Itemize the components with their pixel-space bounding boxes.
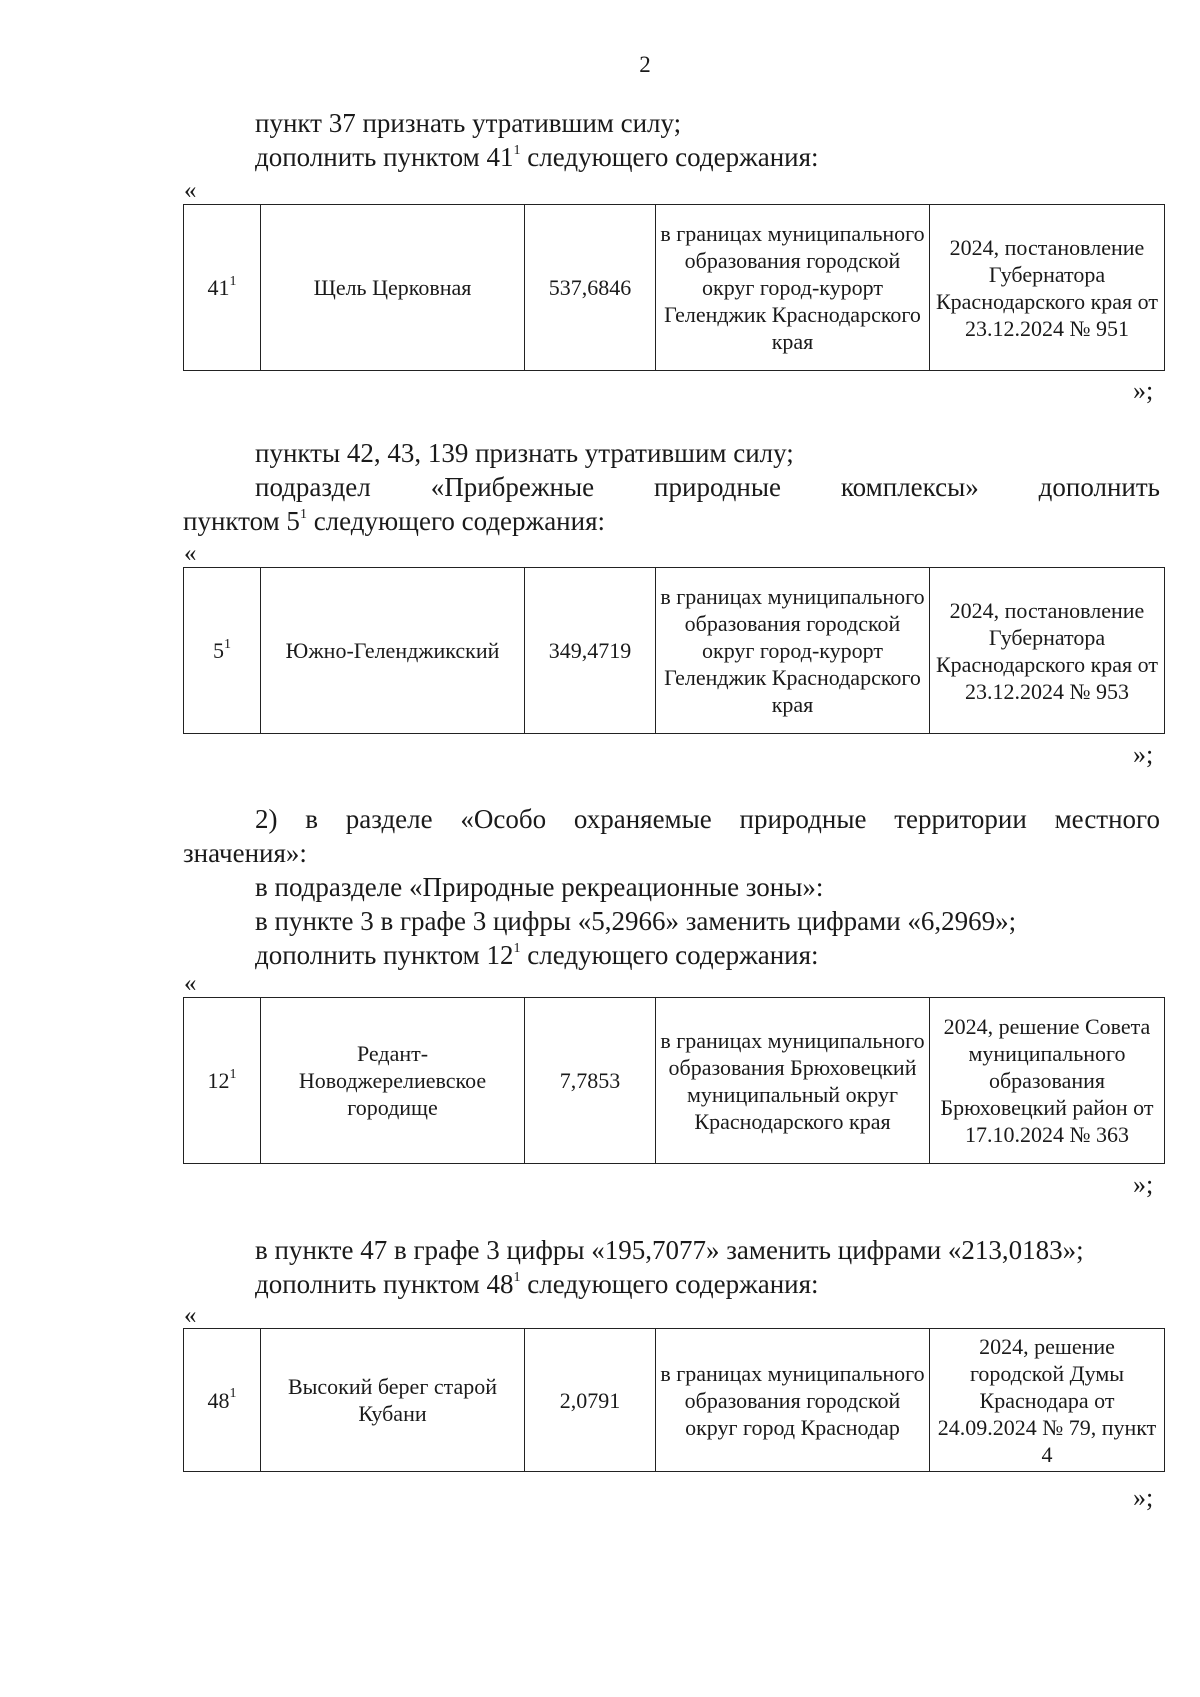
quote-close: »; <box>1133 1483 1154 1512</box>
table-item-12-1 <box>183 997 1165 1164</box>
cell-document: 2024, постановление Губернатора Краснодарского края от 23.12.2024 № 951 <box>930 205 1165 371</box>
page-number: 2 <box>639 52 651 77</box>
cell-name: Высокий берег старой Кубани <box>261 1329 525 1472</box>
table-row <box>184 1329 1165 1472</box>
cell-number: $48^1$ <box>184 1329 261 1472</box>
table-row <box>184 568 1165 734</box>
table-item-5-1 <box>183 567 1165 734</box>
paragraph-line: дополнить пунктом $48^1$ следующего содержания: <box>255 1269 819 1299</box>
cell-location: в границах муниципального образования городской округ город-курорт Геленджик Краснодарского края <box>656 568 930 734</box>
cell-area: 537,6846 <box>525 205 656 371</box>
cell-number: $41^1$ <box>184 205 261 371</box>
cell-number: $5^1$ <box>184 568 261 734</box>
cell-document: 2024, постановление Губернатора Краснодарского края от 23.12.2024 № 953 <box>930 568 1165 734</box>
paragraph-line-justified: подраздел «Прибрежные природные комплексы» дополнить <box>255 472 1160 502</box>
paragraph-line-justified: 2) в разделе «Особо охраняемые природные территории местного <box>255 804 1160 834</box>
paragraph-line: пунктом $5^1$ следующего содержания: <box>183 506 605 536</box>
quote-close: »; <box>1133 1170 1154 1199</box>
cell-number: $12^1$ <box>184 998 261 1164</box>
paragraph-line: пункт 37 признать утратившим силу; <box>255 108 682 138</box>
quote-open: « <box>184 177 197 204</box>
cell-area: 2,0791 <box>525 1329 656 1472</box>
cell-location: в границах муниципального образования городской округ город Краснодар <box>656 1329 930 1472</box>
cell-area: 349,4719 <box>525 568 656 734</box>
cell-location: в границах муниципального образования городской округ город-курорт Геленджик Краснодарского края <box>656 205 930 371</box>
cell-area: 7,7853 <box>525 998 656 1164</box>
paragraph-line: дополнить пунктом $12^1$ следующего содержания: <box>255 940 819 970</box>
quote-close: »; <box>1133 740 1154 769</box>
cell-document: 2024, решение Совета муниципального образования Брюховецкий район от 17.10.2024 № 363 <box>930 998 1165 1164</box>
cell-name: Щель Церковная <box>261 205 525 371</box>
table-row <box>184 205 1165 371</box>
cell-location: в границах муниципального образования Брюховецкий муниципальный округ Краснодарского края <box>656 998 930 1164</box>
paragraph-line: в пункте 47 в графе 3 цифры «195,7077» заменить цифрами «213,0183»; <box>255 1235 1084 1265</box>
quote-open: « <box>184 970 197 997</box>
table-item-48-1 <box>183 1328 1165 1472</box>
paragraph-line: в пункте 3 в графе 3 цифры «5,2966» заменить цифрами «6,2969»; <box>255 906 1017 936</box>
paragraph-line: дополнить пунктом $41^1$ следующего содержания: <box>255 142 819 172</box>
paragraph-line: в подразделе «Природные рекреационные зоны»: <box>255 872 824 902</box>
cell-document: 2024, решение городской Думы Краснодара от 24.09.2024 № 79, пункт 4 <box>930 1329 1165 1472</box>
cell-name: Редант-Новоджерелиевское городище <box>261 998 525 1164</box>
quote-open: « <box>184 1302 197 1329</box>
cell-name: Южно-Геленджикский <box>261 568 525 734</box>
paragraph-line: пункты 42, 43, 139 признать утратившим силу; <box>255 438 794 468</box>
paragraph-line: значения»: <box>183 838 307 868</box>
table-item-41-1 <box>183 204 1165 371</box>
quote-close: »; <box>1133 376 1154 405</box>
quote-open: « <box>184 540 197 567</box>
table-row <box>184 998 1165 1164</box>
